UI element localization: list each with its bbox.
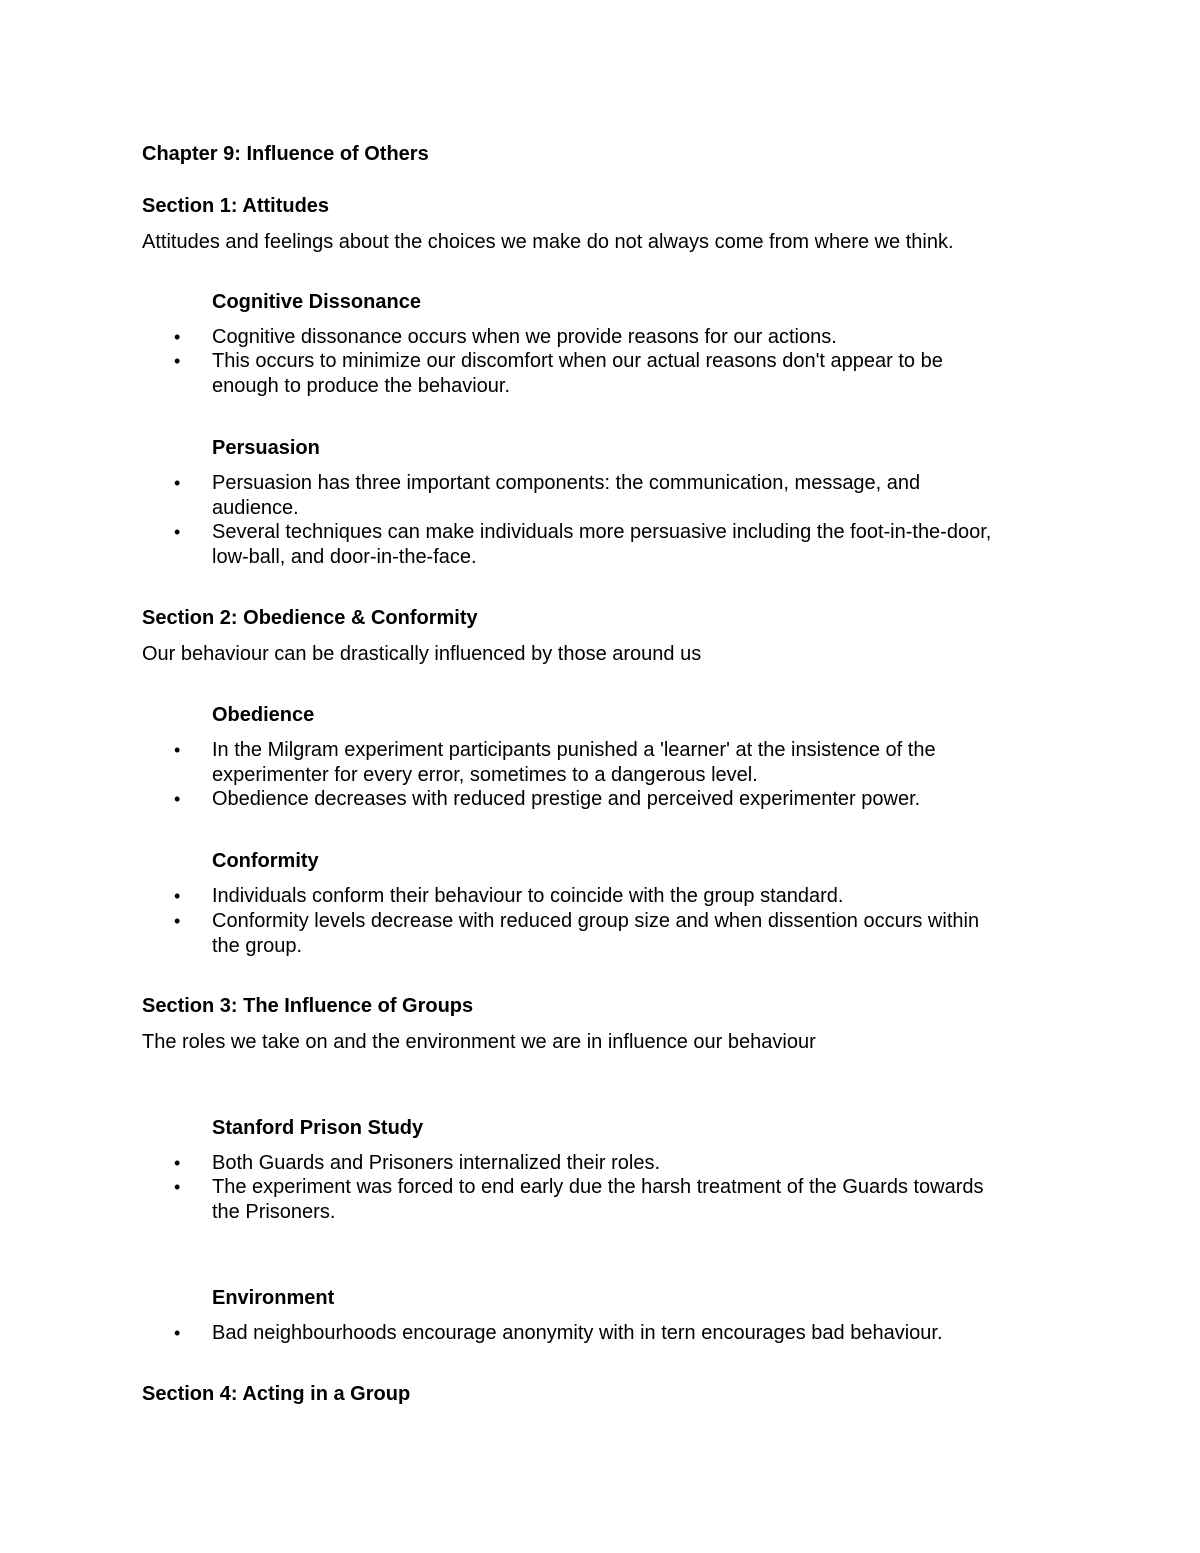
subsection-heading: Stanford Prison Study (212, 1117, 424, 1139)
bullet-text-continued: enough to produce the behaviour. (212, 375, 511, 397)
bullet-text-continued: the Prisoners. (212, 1201, 336, 1223)
bullet-icon: • (174, 740, 181, 760)
section-heading: Section 3: The Influence of Groups (142, 995, 474, 1017)
bullet-icon: • (174, 1153, 181, 1173)
bullet-text-continued: experimenter for every error, sometimes to a dangerous level. (212, 764, 758, 786)
section-heading: Section 1: Attitudes (142, 195, 330, 217)
section-intro: The roles we take on and the environment we are in influence our behaviour (142, 1031, 816, 1053)
bullet-text: In the Milgram experiment participants punished a 'learner' at the insistence of the (212, 739, 936, 761)
bullet-icon: • (174, 473, 181, 493)
subsection-heading: Cognitive Dissonance (212, 291, 421, 313)
chapter-title: Chapter 9: Influence of Others (142, 143, 429, 165)
bullet-text-continued: low-ball, and door-in-the-face. (212, 546, 477, 568)
bullet-text-continued: audience. (212, 497, 299, 519)
bullet-text: Persuasion has three important components: the communication, message, and (212, 472, 921, 494)
bullet-icon: • (174, 522, 181, 542)
section-heading: Section 4: Acting in a Group (142, 1383, 411, 1405)
section-heading: Section 2: Obedience & Conformity (142, 607, 478, 629)
bullet-icon: • (174, 789, 181, 809)
bullet-icon: • (174, 327, 181, 347)
section-intro: Our behaviour can be drastically influenced by those around us (142, 643, 702, 665)
bullet-text: Bad neighbourhoods encourage anonymity with in tern encourages bad behaviour. (212, 1322, 943, 1344)
subsection-heading: Persuasion (212, 437, 320, 459)
bullet-text-continued: the group. (212, 935, 303, 957)
bullet-text: Individuals conform their behaviour to coincide with the group standard. (212, 885, 844, 907)
subsection-heading: Conformity (212, 850, 319, 872)
bullet-text: This occurs to minimize our discomfort when our actual reasons don't appear to be (212, 350, 943, 372)
bullet-text: Obedience decreases with reduced prestige and perceived experimenter power. (212, 788, 921, 810)
subsection-heading: Environment (212, 1287, 335, 1309)
bullet-icon: • (174, 886, 181, 906)
bullet-icon: • (174, 911, 181, 931)
bullet-text: Several techniques can make individuals more persuasive including the foot-in-the-door, (212, 521, 992, 543)
bullet-text: Conformity levels decrease with reduced group size and when dissention occurs within (212, 910, 980, 932)
bullet-icon: • (174, 1177, 181, 1197)
bullet-icon: • (174, 351, 181, 371)
section-intro: Attitudes and feelings about the choices we make do not always come from where we think. (142, 231, 954, 253)
bullet-text: Both Guards and Prisoners internalized their roles. (212, 1152, 661, 1174)
bullet-text: The experiment was forced to end early due the harsh treatment of the Guards towards (212, 1176, 984, 1198)
bullet-text: Cognitive dissonance occurs when we provide reasons for our actions. (212, 326, 837, 348)
subsection-heading: Obedience (212, 704, 315, 726)
bullet-icon: • (174, 1323, 181, 1343)
